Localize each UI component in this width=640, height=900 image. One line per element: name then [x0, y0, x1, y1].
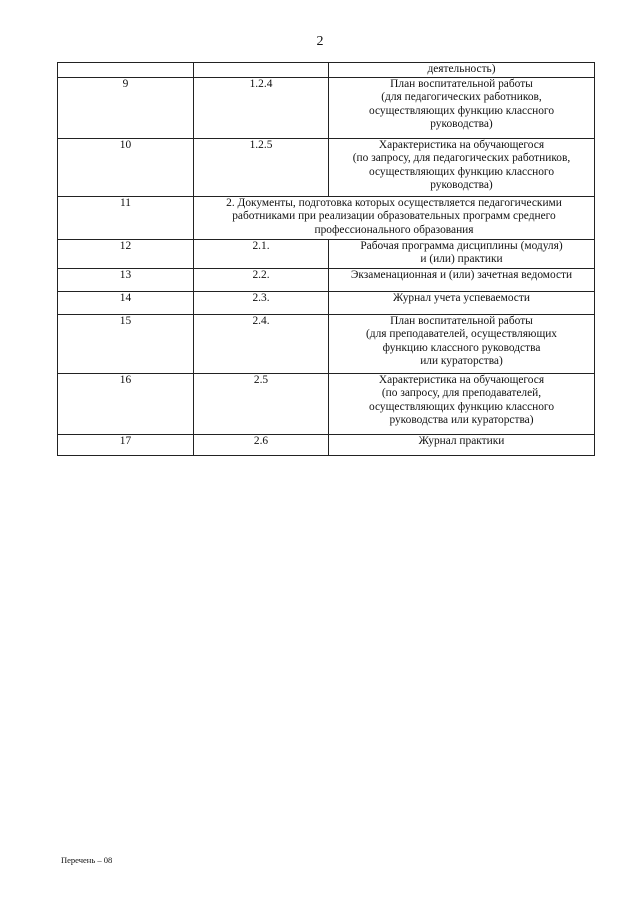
section-heading: 2. Документы, подготовка которых осуществляется педагогическими работниками при реализации образовательных программ среднего профессионального образования	[194, 196, 595, 239]
section-code	[194, 63, 329, 78]
table-row	[58, 63, 595, 78]
section-code: 2.3.	[194, 291, 329, 314]
document-name: Характеристика на обучающегося (по запросу, для педагогических работников, осуществляющих функцию классного руководства)	[329, 138, 595, 196]
table-row	[58, 77, 595, 138]
row-number: 11	[58, 196, 194, 239]
section-code: 2.6	[194, 434, 329, 455]
document-table-body	[58, 63, 595, 456]
row-number: 9	[58, 77, 194, 138]
document-name: Журнал практики	[329, 434, 595, 455]
footer-document-code: Перечень – 08	[61, 855, 113, 865]
section-code: 1.2.5	[194, 138, 329, 196]
document-name: Характеристика на обучающегося (по запросу, для преподавателей, осуществляющих функцию классного руководства или кураторства)	[329, 373, 595, 434]
table-row	[58, 268, 595, 291]
row-number	[58, 63, 194, 78]
section-code: 1.2.4	[194, 77, 329, 138]
row-number: 14	[58, 291, 194, 314]
table-row	[58, 138, 595, 196]
row-number: 16	[58, 373, 194, 434]
document-name: Рабочая программа дисциплины (модуля) и (или) практики	[329, 239, 595, 268]
document-name: Журнал учета успеваемости	[329, 291, 595, 314]
row-number: 12	[58, 239, 194, 268]
document-name: деятельность)	[329, 63, 595, 78]
section-code: 2.2.	[194, 268, 329, 291]
document-name: Экзаменационная и (или) зачетная ведомости	[329, 268, 595, 291]
row-number: 17	[58, 434, 194, 455]
document-table	[57, 62, 595, 456]
section-code: 2.5	[194, 373, 329, 434]
table-row	[58, 239, 595, 268]
document-name: План воспитательной работы (для преподавателей, осуществляющих функцию классного руководства или кураторства)	[329, 314, 595, 373]
row-number: 13	[58, 268, 194, 291]
table-row	[58, 434, 595, 455]
section-code: 2.4.	[194, 314, 329, 373]
page-number: 2	[316, 34, 324, 49]
section-code: 2.1.	[194, 239, 329, 268]
table-row	[58, 314, 595, 373]
table-row	[58, 373, 595, 434]
document-name: План воспитательной работы (для педагогических работников, осуществляющих функцию классного руководства)	[329, 77, 595, 138]
row-number: 15	[58, 314, 194, 373]
table-row	[58, 291, 595, 314]
row-number: 10	[58, 138, 194, 196]
table-row	[58, 196, 595, 239]
